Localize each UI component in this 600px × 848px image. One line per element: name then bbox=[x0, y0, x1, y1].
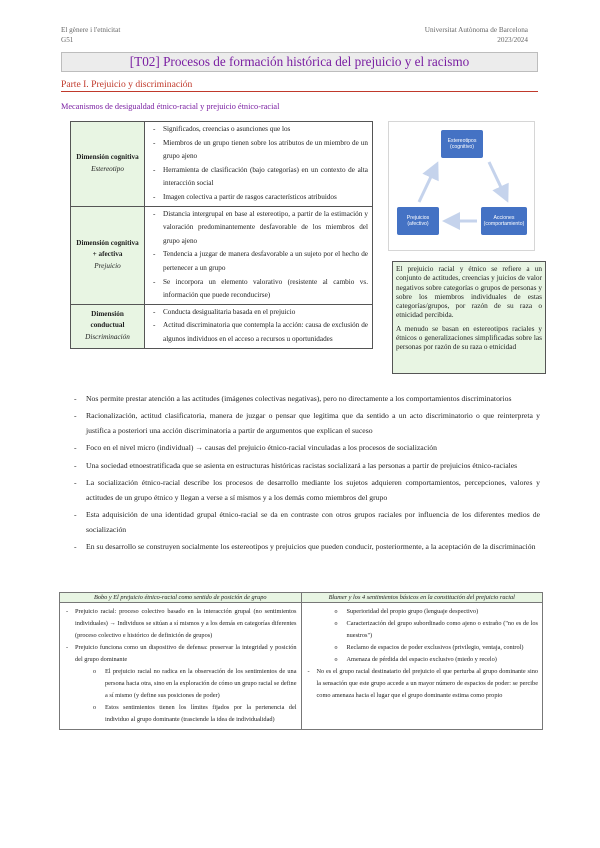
bobo-column bbox=[60, 603, 302, 730]
list-item: o Caracterización del grupo subordinado como ajeno o extraño ("no es de los nuestros") bbox=[307, 618, 539, 642]
list-item: - Actitud discriminatoria que contempla la acción: causa de exclusión de algunos individuos en el acceso a recursos u oportunidades bbox=[151, 319, 368, 346]
list-item: - Racionalización, actitud clasificatoria, manera de juzgar o pensar que legitima que da sentido a un acto discriminatorio o que reinterpreta y justifica a posteriori una acción discriminatoria a partir de argumentos que explican el suceso bbox=[72, 409, 540, 439]
course-code: G51 bbox=[61, 36, 74, 44]
header-right bbox=[425, 25, 528, 45]
dimension-label bbox=[71, 304, 145, 348]
bullet-list bbox=[72, 392, 540, 557]
list-item: - Distancia intergrupal en base al estereotipo, a partir de la estimación y valoración predominantemente desfavorable de los miembros del grupo ajeno bbox=[151, 208, 368, 249]
dimension-label bbox=[71, 122, 145, 207]
dimension-sub: Estereotipo bbox=[91, 164, 124, 173]
list-item: - Nos permite prestar atención a las actitudes (imágenes colectivas negativas), pero no directamente a los comportamientos discriminatorios bbox=[72, 392, 540, 407]
blumer-column bbox=[301, 603, 543, 730]
definition-box bbox=[392, 261, 546, 374]
comparison-header-row bbox=[60, 593, 543, 603]
list-item: - Prejuicio racial: proceso colectivo basado en la interacción grupal (no sentimientos individuales) → Individuos se sitúan a sí mismos y a los demás en categorías diferentes (proceso colectivo e histórico de definición de grupos) bbox=[65, 606, 297, 642]
part-heading: Parte I. Prejuicio y discriminación bbox=[61, 79, 538, 92]
list-item: - Se incorpora un elemento valorativo (resistente al cambio vs. información que puede reconducirse) bbox=[151, 276, 368, 303]
arrow-prejudice-to-stereotype bbox=[419, 164, 437, 202]
dimension-row-cognitive bbox=[71, 122, 373, 207]
list-item: - Una sociedad etnoestratificada que se asienta en estructuras históricas racistas socializará a las personas a partir de prejuicios étnico-raciales bbox=[72, 459, 540, 474]
definition-paragraph: El prejuicio racial y étnico se refiere a un conjunto de actitudes, creencias y juicios de valor negativos sobre categorías o grupos de personas y sobre los miembros individuales de estas categorías/grupos, por razón de su raza o etnicidad percibida. bbox=[396, 264, 542, 320]
list-item: o Estos sentimientos tienen los límites fijados por la pertenencia del individuo al grupo dominante (trasciende la idea de individualidad) bbox=[65, 702, 297, 726]
dimension-row-behavioral bbox=[71, 304, 373, 348]
dimension-row-affective bbox=[71, 206, 373, 304]
list-item: - Esta adquisición de una identidad grupal étnico-racial se da en contraste con otros grupos raciales por influencia de los diferentes medios de socialización bbox=[72, 508, 540, 538]
list-item: - Significados, creencias o asunciones que los bbox=[151, 123, 368, 137]
node-stereotypes bbox=[441, 130, 483, 158]
list-item: - En su desarrollo se construyen socialmente los estereotipos y prejuicios que pueden conducir, posteriormente, a la aceptación de la discriminación bbox=[72, 540, 540, 555]
list-item: - Miembros de un grupo tienen sobre los atributos de un miembro de un grupo ajeno bbox=[151, 137, 368, 164]
section-subheading: Mecanismos de desigualdad étnico-racial y prejuicio étnico-racial bbox=[61, 102, 280, 111]
dimension-items bbox=[145, 122, 373, 207]
dimension-items bbox=[145, 206, 373, 304]
list-item: - Prejuicio funciona como un dispositivo de defensa: preservar la integridad y posición del grupo dominante bbox=[65, 642, 297, 666]
comparison-table bbox=[59, 592, 543, 730]
list-item: - Foco en el nivel micro (individual) → causas del prejuicio étnico-racial vinculadas a los procesos de socialización bbox=[72, 441, 540, 456]
node-sublabel: (cognitivo) bbox=[450, 144, 474, 150]
definition-paragraph: A menudo se basan en estereotipos raciales y étnicos o generalizaciones simplificadas sobre las personas por razón de su raza o etnicidad bbox=[396, 323, 542, 352]
list-item: o El prejuicio racial no radica en la observación de los sentimientos de una persona hacia otra, sino en la exploración de cómo un grupo racial se define a sí mismo (y define sus posiciones de poder) bbox=[65, 666, 297, 702]
list-item: - La socialización étnico-racial describe los procesos de desarrollo mediante los sujetos adquieren comportamientos, percepciones, valores y actitudes de un grupo étnico y llegan a verse a sí mismos y a los demás como miembros del grupo bbox=[72, 476, 540, 506]
node-sublabel: (afectivo) bbox=[407, 221, 429, 227]
dimension-name: Dimensión conductual bbox=[90, 309, 125, 330]
list-item: o Superioridad del propio grupo (lenguaje despectivo) bbox=[307, 606, 539, 618]
dimension-sub: Prejuicio bbox=[94, 261, 121, 270]
node-actions bbox=[481, 207, 527, 235]
comparison-body-row bbox=[60, 603, 543, 730]
dimension-name: Dimensión cognitiva bbox=[76, 153, 139, 162]
dimension-name: Dimensión cognitiva + afectiva bbox=[76, 238, 139, 259]
list-item: o Reclamo de espacios de poder exclusivos (privilegio, ventaja, control) bbox=[307, 642, 539, 654]
header-bobo: Bobo y El prejuicio étnico-racial como sentido de posición de grupo bbox=[60, 593, 302, 603]
academic-year: 2023/2024 bbox=[497, 36, 528, 44]
arrow-stereotype-to-action bbox=[489, 162, 507, 200]
header-blumer: Blumer y los 4 sentimientos básicos en la constitución del prejuicio racial bbox=[301, 593, 543, 603]
dimension-items bbox=[145, 304, 373, 348]
list-item: - Tendencia a juzgar de manera desfavorable a un sujeto por el hecho de pertenecer a un grupo bbox=[151, 248, 368, 275]
list-item: - Herramienta de clasificación (bajo categorías) en un contexto de alta interacción social bbox=[151, 164, 368, 191]
node-label: Acciones bbox=[493, 215, 515, 221]
node-label: Prejuicios bbox=[406, 215, 430, 221]
cycle-diagram bbox=[388, 121, 535, 251]
list-item: o Amenaza de pérdida del espacio exclusivo (miedo y recelo) bbox=[307, 654, 539, 666]
header-left bbox=[61, 25, 120, 45]
dimensions-table bbox=[70, 121, 373, 349]
dimension-sub: Discriminación bbox=[85, 332, 130, 341]
list-item: - Imagen colectiva a partir de rasgos característicos atribuidos bbox=[151, 191, 368, 205]
course-name: El gènere i l'etnicitat bbox=[61, 26, 121, 34]
node-label: Estereotipos bbox=[447, 138, 477, 144]
node-prejudices bbox=[397, 207, 439, 235]
dimension-label bbox=[71, 206, 145, 304]
list-item: - Conducta desigualitaria basada en el prejuicio bbox=[151, 306, 368, 320]
list-item: - No es el grupo racial destinatario del prejuicio el que perturba al grupo dominante sino la sensación que este grupo accede a un mayor número de espacios de poder: se percibe como amenaza hacia el lugar que el grupo dominante estima como propio bbox=[307, 666, 539, 702]
university-name: Universitat Autònoma de Barcelona bbox=[424, 26, 528, 34]
node-sublabel: (comportamiento) bbox=[483, 221, 525, 227]
page-title: [T02] Procesos de formación histórica del prejuicio y el racismo bbox=[61, 52, 538, 72]
